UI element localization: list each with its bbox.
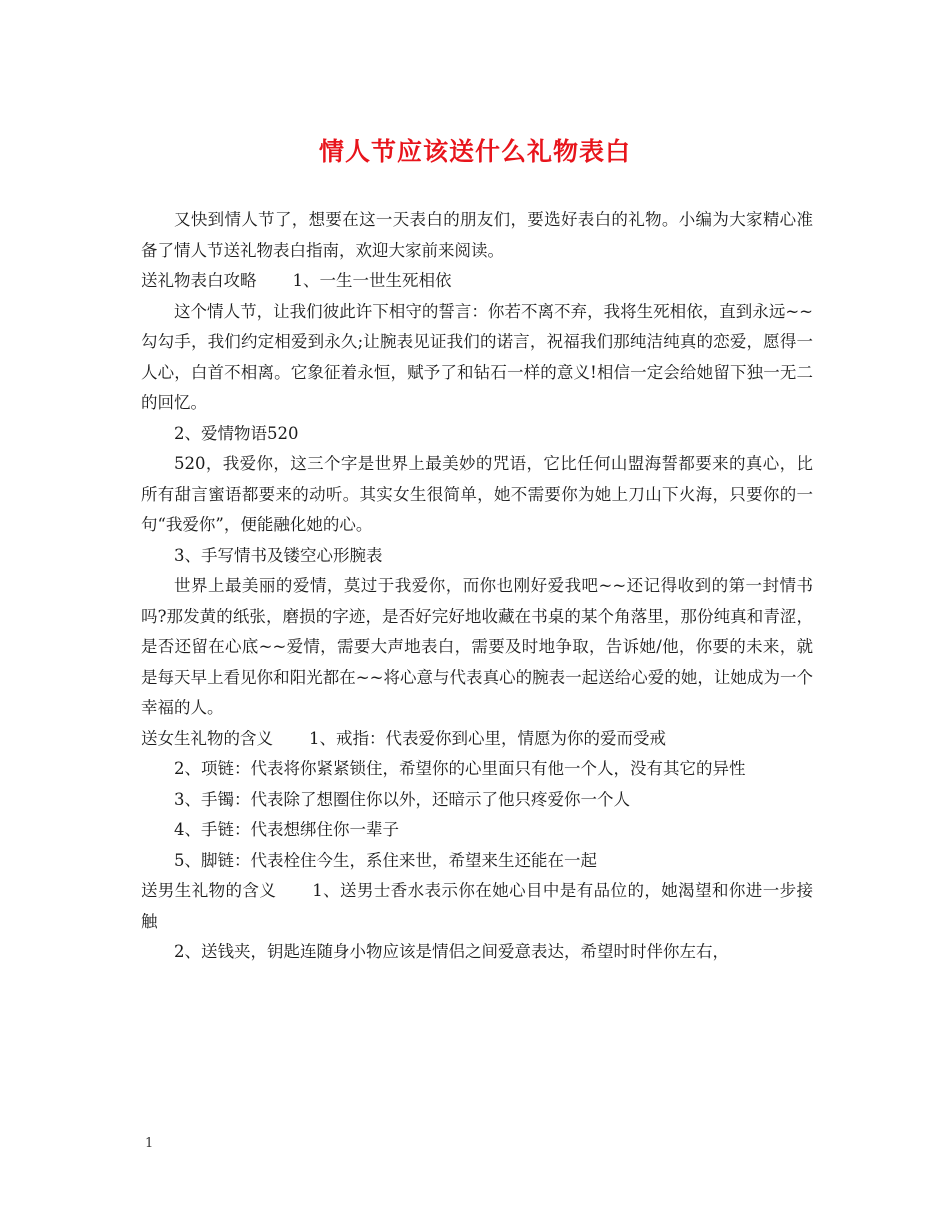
section-heading-confession-gifts [141, 266, 813, 297]
list-item: 2、爱情物语520 [174, 423, 299, 443]
section-first-item: 1、一生一世生死相依 [292, 271, 452, 290]
list-item: 3、手镯：代表除了想圈住你以外，还暗示了他只疼爱你一个人 [174, 789, 630, 809]
section-label: 送男生礼物的含义 [141, 881, 277, 900]
intro-paragraph: 又快到情人节了，想要在这一天表白的朋友们，要选好表白的礼物。小编为大家精心准备了情人节送礼物表白指南，欢迎大家前来阅读。 [141, 210, 813, 260]
document-title: 情人节应该送什么礼物表白 [318, 137, 631, 166]
section-first-item: 1、戒指：代表爱你到心里，情愿为你的爱而受戒 [309, 728, 666, 748]
section-heading-gifts-for-boys [141, 876, 813, 937]
list-item: 3、手写情书及镂空心形腕表 [174, 545, 383, 565]
list-item: 5、脚链：代表栓住今生，系住来世，希望来生还能在一起 [174, 850, 597, 870]
list-item: 4、手链：代表想绑住你一辈子 [174, 820, 399, 839]
paragraph: 520，我爱你，这三个字是世界上最美妙的咒语，它比任何山盟海誓都要来的真心，比所有甜言蜜语都要来的动听。其实女生很简单，她不需要你为她上刀山下火海，只要你的一句“我爱你”，便能融化她的心。 [141, 454, 813, 534]
list-item: 2、送钱夹，钥匙连随身小物应该是情侣之间爱意表达，希望时时伴你左右， [174, 942, 729, 961]
section-heading-gifts-for-girls [141, 724, 813, 755]
list-item: 2、项链：代表将你紧紧锁住，希望你的心里面只有他一个人，没有其它的异性 [174, 759, 746, 778]
section-first-item: 1、送男士香水表示你在她心目中是有品位的，她渴望和你进一步接触 [141, 881, 814, 931]
paragraph: 这个情人节，让我们彼此许下相守的誓言：你若不离不弃，我将生死相依，直到永远~~勾勾手，我们约定相爱到永久;让腕表见证我们的诺言，祝福我们那纯洁纯真的恋爱，愿得一人心，白首不相离。它象征着永恒，赋予了和钻石一样的意义!相信一定会给她留下独一无二的回忆。 [141, 301, 813, 412]
paragraph: 世界上最美丽的爱情，莫过于我爱你，而你也刚好爱我吧~~还记得收到的第一封情书吗?那发黄的纸张，磨损的字迹，是否好完好地收藏在书桌的某个角落里，那份纯真和青涩，是否还留在心底~~爱情，需要大声地表白，需要及时地争取，告诉她/他，你要的未来，就是每天早上看见你和阳光都在~~将心意与代表真心的腕表一起送给心爱的她，让她成为一个幸福的人。 [141, 576, 813, 717]
document-body [141, 205, 813, 968]
section-label: 送女生礼物的含义 [141, 728, 273, 748]
page-number: 1 [145, 1136, 154, 1151]
section-label: 送礼物表白攻略 [141, 271, 257, 290]
